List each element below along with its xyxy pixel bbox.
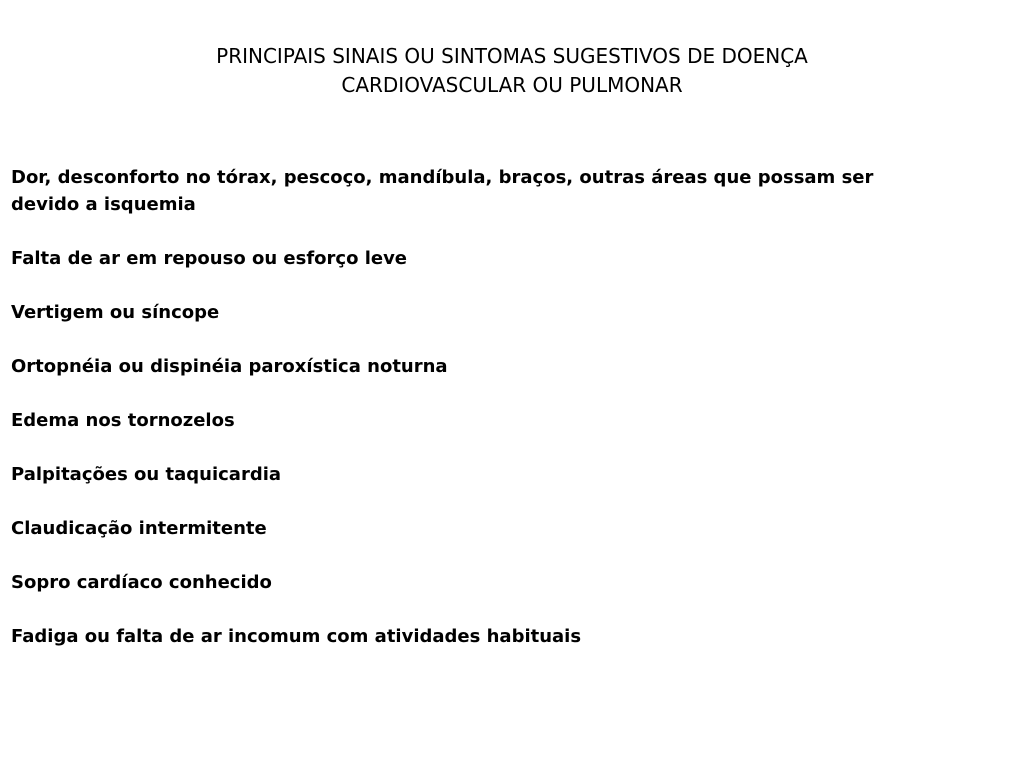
symptom-fatigue: Fadiga ou falta de ar incomum com atividades habituais bbox=[11, 626, 582, 647]
symptom-heart-murmur: Sopro cardíaco conhecido bbox=[11, 572, 272, 593]
slide-title bbox=[40, 42, 984, 100]
symptom-shortness-of-breath: Falta de ar em repouso ou esforço leve bbox=[11, 248, 408, 269]
symptom-orthopnea: Ortopnéia ou dispinéia paroxística noturna bbox=[11, 356, 448, 377]
symptom-palpitations: Palpitações ou taquicardia bbox=[11, 464, 282, 485]
symptom-ankle-edema: Edema nos tornozelos bbox=[11, 410, 235, 431]
symptom-list bbox=[11, 164, 931, 677]
title-line-1: PRINCIPAIS SINAIS OU SINTOMAS SUGESTIVOS DE DOENÇA bbox=[216, 44, 808, 68]
symptom-vertigo-syncope: Vertigem ou síncope bbox=[11, 302, 220, 323]
symptom-chest-pain: Dor, desconforto no tórax, pescoço, mandíbula, braços, outras áreas que possam ser devido a isquemia bbox=[11, 167, 874, 215]
symptom-claudication: Claudicação intermitente bbox=[11, 518, 267, 539]
title-line-2: CARDIOVASCULAR OU PULMONAR bbox=[341, 73, 683, 97]
